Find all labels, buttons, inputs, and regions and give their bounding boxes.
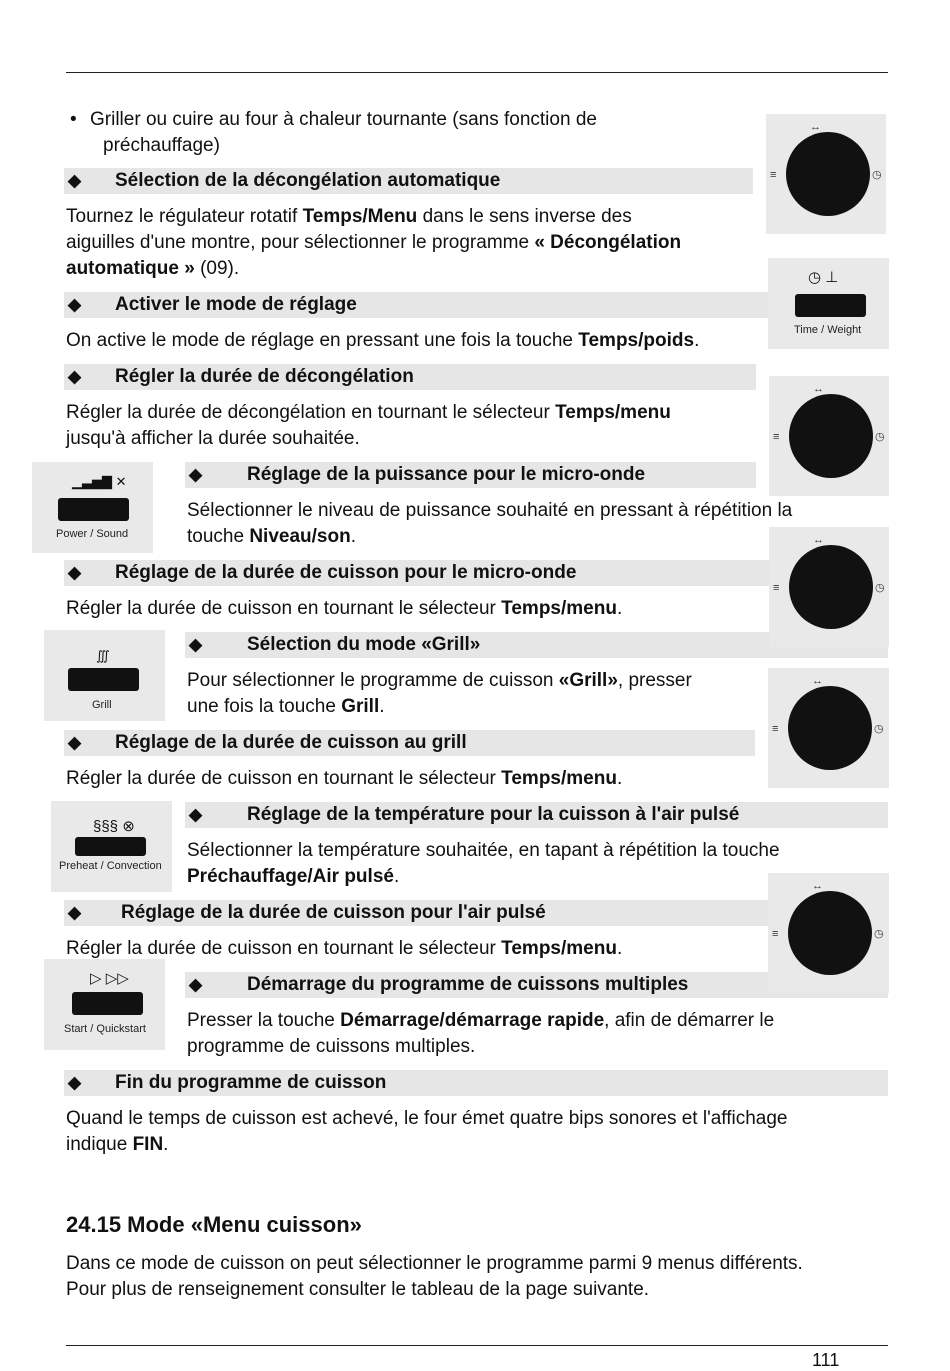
heading-auto-defrost: ◆ Sélection de la décongélation automatique [64, 168, 753, 194]
diamond-icon: ◆ [189, 975, 203, 994]
bullet-text-line1: Griller ou cuire au four à chaleur tournante (sans fonction de [90, 109, 597, 130]
knob-panel-5 [768, 873, 889, 993]
diamond-icon: ◆ [189, 465, 203, 484]
clock-icon: ◷ [874, 723, 884, 735]
mw-power-line1: Sélectionner le niveau de puissance souhaité en pressant à répétition la [187, 500, 793, 521]
rotary-knob[interactable] [786, 132, 870, 216]
grill-mode-line1: Pour sélectionner le programme de cuisson «Grill», presser [187, 670, 692, 691]
menu-list-icon: ≡ [772, 928, 779, 940]
rotate-arrows-icon: ↔ [813, 383, 824, 395]
diamond-icon: ◆ [68, 295, 82, 314]
diamond-icon: ◆ [189, 635, 203, 654]
power-sound-button[interactable] [58, 498, 129, 521]
diamond-icon: ◆ [189, 805, 203, 824]
clock-icon: ◷ [874, 928, 884, 940]
rotary-knob[interactable] [789, 394, 873, 478]
grill-panel [44, 630, 165, 721]
start-quickstart-label: Start / Quickstart [64, 1023, 146, 1035]
preheat-convection-label: Preheat / Convection [59, 860, 162, 872]
multi-start-line1: Presser la touche Démarrage/démarrage rapide, afin de démarrer le [187, 1010, 775, 1031]
section-title-24-15: 24.15 Mode «Menu cuisson» [66, 1212, 362, 1237]
knob-panel-2 [769, 376, 889, 496]
conv-temp-line1: Sélectionner la température souhaitée, en tapant à répétition la touche [187, 840, 780, 861]
heading-conv-time: ◆ Réglage de la durée de cuisson pour l'air pulsé [64, 900, 769, 926]
knob-panel-1 [766, 114, 886, 234]
end-line2: indique FIN. [66, 1134, 169, 1155]
rotary-knob[interactable] [788, 891, 872, 975]
top-rule [66, 72, 888, 73]
clock-icon: ◷ [872, 169, 882, 181]
heading-mw-power: ◆ Réglage de la puissance pour le micro-onde [185, 462, 756, 488]
rotary-knob[interactable] [788, 686, 872, 770]
bullet-dot: • [70, 109, 77, 130]
time-weight-label: Time / Weight [794, 324, 862, 336]
preheat-convection-panel [51, 801, 172, 892]
auto-defrost-line3: automatique » (09). [66, 258, 240, 279]
diamond-icon: ◆ [68, 733, 82, 752]
menu-list-icon: ≡ [773, 582, 780, 594]
rotate-arrows-icon: ↔ [813, 534, 824, 546]
time-weight-panel [768, 258, 889, 349]
heading-mw-time: ◆ Réglage de la durée de cuisson pour le micro-onde [64, 560, 769, 586]
multi-start-line2: programme de cuissons multiples. [187, 1036, 476, 1057]
rotate-arrows-icon: ↔ [810, 121, 821, 133]
heading-multi-start: ◆ Démarrage du programme de cuissons multiples [185, 972, 888, 998]
diamond-icon: ◆ [68, 563, 82, 582]
bottom-rule [66, 1345, 888, 1346]
knob-panel-4 [768, 668, 889, 788]
clock-icon: ◷ [875, 431, 885, 443]
conv-time-text: Régler la durée de cuisson en tournant le sélecteur Temps/menu. [66, 938, 623, 959]
setting-mode-text: On active le mode de réglage en pressant une fois la touche Temps/poids. [66, 330, 700, 351]
power-sound-label: Power / Sound [56, 528, 129, 540]
start-quickstart-button[interactable] [72, 992, 143, 1015]
time-weight-button[interactable] [795, 294, 866, 317]
heading-grill-mode: ◆ Sélection du mode «Grill» [185, 632, 888, 658]
section-24-15-line2: Pour plus de renseignement consulter le tableau de la page suivante. [66, 1279, 650, 1300]
rotate-arrows-icon: ↔ [812, 880, 823, 892]
menu-list-icon: ≡ [770, 169, 777, 181]
grill-icon: ∭ [96, 648, 110, 663]
menu-list-icon: ≡ [772, 723, 779, 735]
rotary-knob[interactable] [789, 545, 873, 629]
diamond-icon: ◆ [68, 367, 82, 386]
grill-mode-line2: une fois la touche Grill. [187, 696, 385, 717]
mw-time-text: Régler la durée de cuisson en tournant le sélecteur Temps/menu. [66, 598, 623, 619]
grill-label: Grill [92, 699, 112, 711]
grill-button[interactable] [68, 668, 139, 691]
preheat-convection-button[interactable] [75, 837, 146, 856]
menu-list-icon: ≡ [773, 431, 780, 443]
diamond-icon: ◆ [68, 903, 82, 922]
knob-panel-3 [769, 527, 889, 647]
grill-time-text: Régler la durée de cuisson en tournant le sélecteur Temps/menu. [66, 768, 623, 789]
mw-power-line2: touche Niveau/son. [187, 526, 356, 547]
start-quickstart-panel [44, 959, 165, 1050]
end-line1: Quand le temps de cuisson est achevé, le four émet quatre bips sonores et l'affichage [66, 1108, 788, 1129]
page-number: 111 [812, 1350, 840, 1370]
defrost-time-line1: Régler la durée de décongélation en tournant le sélecteur Temps/menu [66, 402, 671, 423]
power-bars-mute-icon: ▁▃▅▇ ✕ [72, 474, 127, 489]
heading-grill-time: ◆ Réglage de la durée de cuisson au grill [64, 730, 755, 756]
play-fastforward-icon: ▷ ▷▷ [90, 970, 129, 987]
auto-defrost-line2: aiguilles d'une montre, pour sélectionner le programme « Décongélation [66, 232, 682, 253]
heading-defrost-time: ◆ Régler la durée de décongélation [64, 364, 756, 390]
power-sound-panel [32, 462, 153, 553]
section-24-15-line1: Dans ce mode de cuisson on peut sélectionner le programme parmi 9 menus différents. [66, 1253, 803, 1274]
conv-temp-line2: Préchauffage/Air pulsé. [187, 866, 400, 887]
clock-icon: ◷ [875, 582, 885, 594]
heading-conv-temp: ◆ Réglage de la température pour la cuisson à l'air pulsé [185, 802, 888, 828]
defrost-time-line2: jusqu'à afficher la durée souhaitée. [66, 428, 360, 449]
clock-weight-icon: ◷ ⊥ [808, 269, 839, 286]
diamond-icon: ◆ [68, 171, 82, 190]
bullet-text-line2: préchauffage) [103, 135, 220, 156]
heat-fan-icon: §§§ ⊗ [93, 818, 135, 835]
diamond-icon: ◆ [68, 1073, 82, 1092]
heading-end: ◆ Fin du programme de cuisson [64, 1070, 888, 1096]
rotate-arrows-icon: ↔ [812, 675, 823, 687]
heading-setting-mode: ◆ Activer le mode de réglage [64, 292, 769, 318]
auto-defrost-line1: Tournez le régulateur rotatif Temps/Menu dans le sens inverse des [66, 206, 632, 227]
